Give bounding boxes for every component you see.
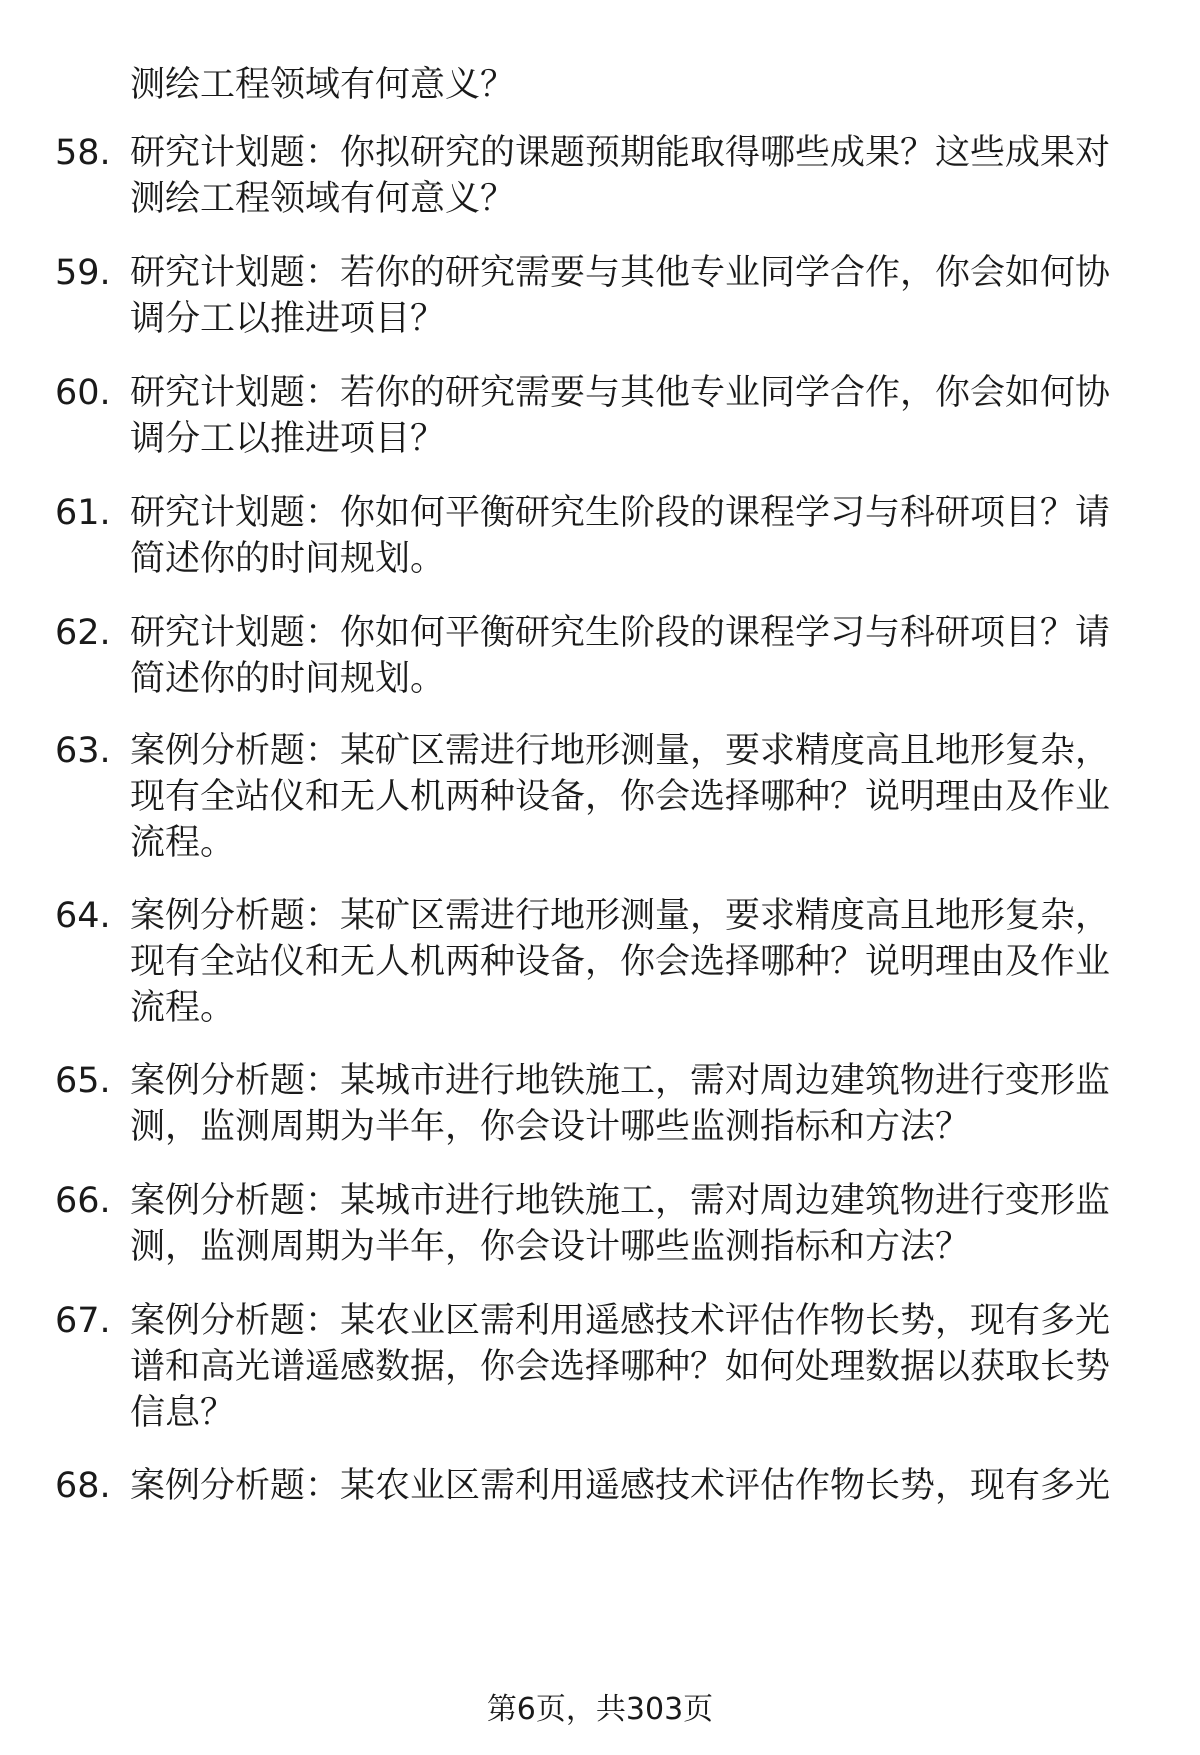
page-footer (0, 1690, 1200, 1730)
question-line: 案例分析题：某城市进行地铁施工，需对周边建筑物进行变形监 (130, 1181, 1111, 1221)
question-text (130, 1298, 1140, 1436)
question-line: 案例分析题：某农业区需利用遥感技术评估作物长势，现有多光 (130, 1301, 1111, 1341)
question-number: 60. (55, 373, 111, 413)
question-line: 现有全站仪和无人机两种设备，你会选择哪种？说明理由及作业 (130, 777, 1111, 817)
question-line: 测，监测周期为半年，你会设计哪些监测指标和方法？ (130, 1107, 971, 1147)
question-text (130, 370, 1140, 462)
page-number-label: 第6页，共303页 (486, 1692, 714, 1727)
question-line: 研究计划题：你如何平衡研究生阶段的课程学习与科研项目？请 (130, 493, 1111, 533)
continued-question-text (130, 62, 515, 108)
question-line: 案例分析题：某农业区需利用遥感技术评估作物长势，现有多光 (130, 1466, 1111, 1506)
question-number: 63. (55, 731, 111, 771)
question-line: 研究计划题：若你的研究需要与其他专业同学合作，你会如何协 (130, 373, 1111, 413)
question-number: 66. (55, 1181, 111, 1221)
question-text (130, 1178, 1140, 1270)
question-line: 测绘工程领域有何意义？ (130, 179, 516, 219)
question-number: 61. (55, 493, 111, 533)
question-text (130, 1463, 1140, 1509)
question-text (130, 610, 1140, 702)
question-text (130, 728, 1140, 866)
question-number: 58. (55, 133, 111, 173)
question-line: 调分工以推进项目？ (130, 299, 446, 339)
question-line: 研究计划题：若你的研究需要与其他专业同学合作，你会如何协 (130, 253, 1111, 293)
continuation-line: 测绘工程领域有何意义？ (130, 65, 516, 105)
question-number: 62. (55, 613, 111, 653)
question-line: 调分工以推进项目？ (130, 419, 446, 459)
question-line: 简述你的时间规划。 (130, 539, 446, 579)
question-line: 案例分析题：某城市进行地铁施工，需对周边建筑物进行变形监 (130, 1061, 1111, 1101)
question-line: 信息？ (130, 1393, 236, 1433)
question-number: 64. (55, 896, 111, 936)
question-line: 案例分析题：某矿区需进行地形测量，要求精度高且地形复杂， (130, 896, 1111, 936)
question-text (130, 893, 1140, 1031)
question-line: 流程。 (130, 823, 236, 863)
question-text (130, 250, 1140, 342)
question-text (130, 1058, 1140, 1150)
question-number: 65. (55, 1061, 111, 1101)
question-line: 测，监测周期为半年，你会设计哪些监测指标和方法？ (130, 1227, 971, 1267)
question-line: 现有全站仪和无人机两种设备，你会选择哪种？说明理由及作业 (130, 942, 1111, 982)
question-line: 研究计划题：你如何平衡研究生阶段的课程学习与科研项目？请 (130, 613, 1111, 653)
question-line: 研究计划题：你拟研究的课题预期能取得哪些成果？这些成果对 (130, 133, 1111, 173)
question-number: 59. (55, 253, 111, 293)
question-number: 68. (55, 1466, 111, 1506)
question-number: 67. (55, 1301, 111, 1341)
question-line: 案例分析题：某矿区需进行地形测量，要求精度高且地形复杂， (130, 731, 1111, 771)
question-line: 谱和高光谱遥感数据，你会选择哪种？如何处理数据以获取长势 (130, 1347, 1111, 1387)
question-line: 流程。 (130, 988, 236, 1028)
question-text (130, 490, 1140, 582)
question-line: 简述你的时间规划。 (130, 659, 446, 699)
question-text (130, 130, 1140, 222)
